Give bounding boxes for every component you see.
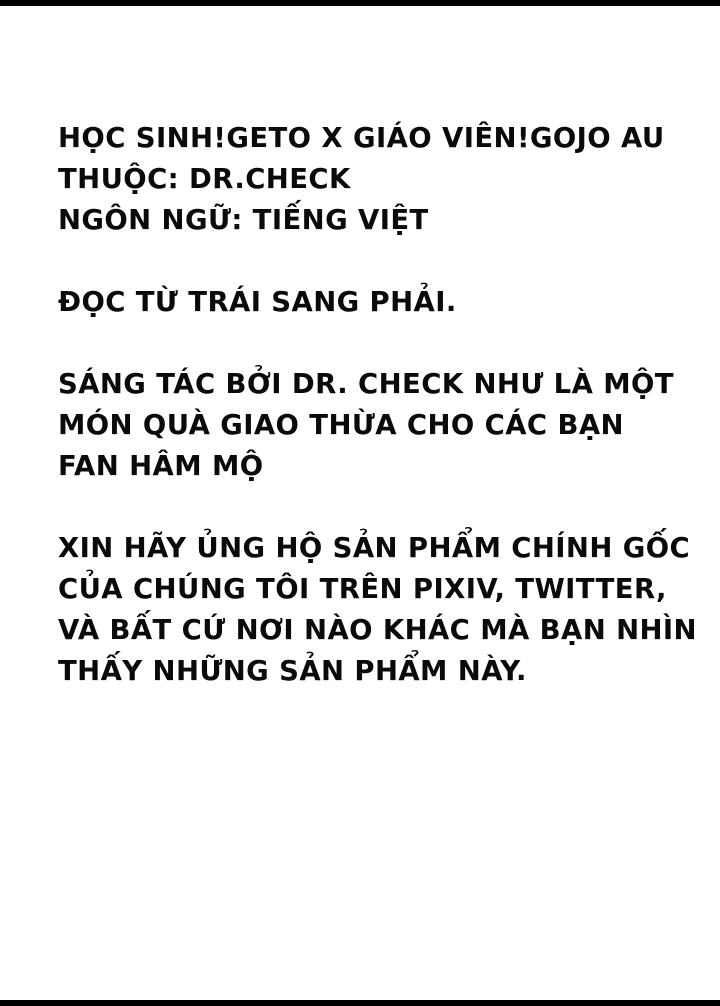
paragraph-authorship <box>58 364 678 487</box>
text-line: XIN HÃY ỦNG HỘ SẢN PHẨM CHÍNH GỐC <box>58 532 691 564</box>
paragraph-support-notice <box>58 528 697 692</box>
paragraph-credits <box>58 118 678 241</box>
paragraph-reading-direction <box>58 282 678 323</box>
text-line: MÓN QUÀ GIAO THỪA CHO CÁC BẠN <box>58 409 624 441</box>
text-line: FAN HÂM MỘ <box>58 450 264 482</box>
page-top-border <box>0 0 720 6</box>
text-line: THẤY NHỮNG SẢN PHẨM NÀY. <box>58 655 527 687</box>
page-bottom-border <box>0 1000 720 1006</box>
text-line: CỦA CHÚNG TÔI TRÊN PIXIV, TWITTER, <box>58 573 667 605</box>
text-line: ĐỌC TỪ TRÁI SANG PHẢI. <box>58 286 457 318</box>
text-line: NGÔN NGỮ: TIẾNG VIỆT <box>58 204 429 236</box>
text-line: THUỘC: DR.CHECK <box>58 163 351 195</box>
text-line: VÀ BẤT CỨ NƠI NÀO KHÁC MÀ BẠN NHÌN <box>58 614 697 646</box>
text-line: HỌC SINH!GETO X GIÁO VIÊN!GOJO AU <box>58 122 665 154</box>
text-line: SÁNG TÁC BỞI DR. CHECK NHƯ LÀ MỘT <box>58 368 674 400</box>
credits-text-block <box>58 118 697 692</box>
